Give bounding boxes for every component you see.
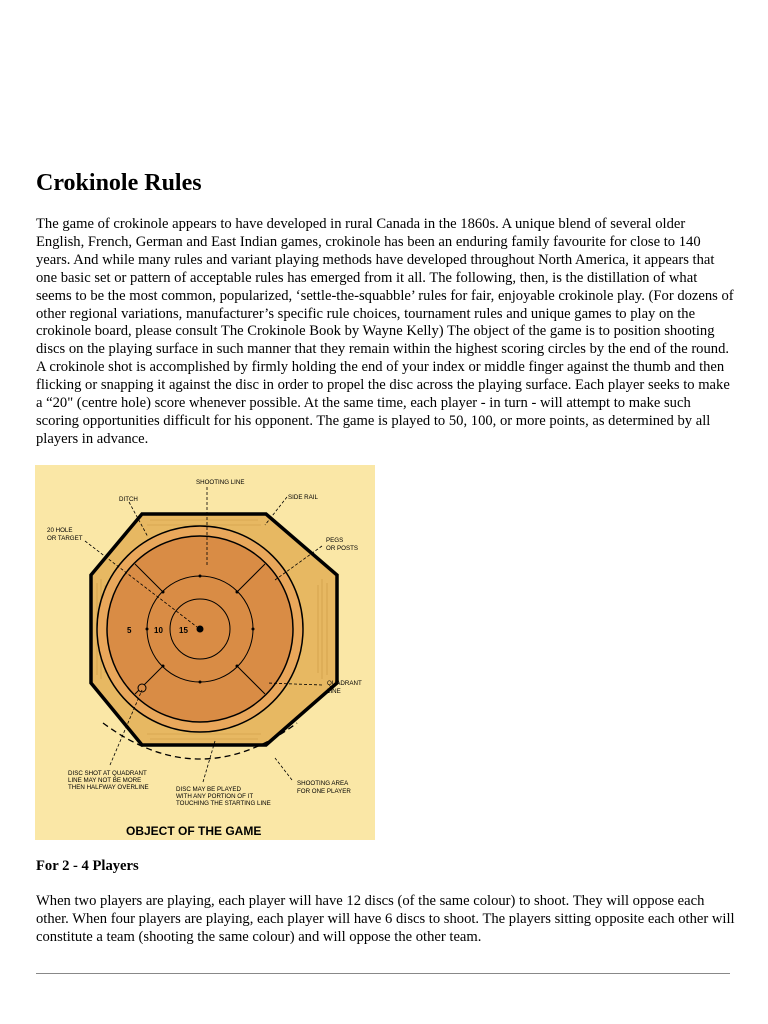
label-hole-2: OR TARGET — [47, 535, 83, 542]
score-10: 10 — [154, 626, 163, 635]
label-disc-quad-1: DISC SHOT AT QUADRANT — [68, 770, 147, 777]
label-pegs-2: OR POSTS — [326, 545, 358, 552]
label-ditch: DITCH — [119, 496, 138, 503]
crokinole-board-diagram — [35, 465, 375, 840]
label-disc-quad-2: LINE MAY NOT BE MORE — [68, 777, 142, 784]
label-pegs-1: PEGS — [326, 537, 344, 544]
intro-paragraph: The game of crokinole appears to have developed in rural Canada in the 1860s. A unique blend of several older English, French, German and East Indian games, crokinole has been an enduring family favourite for close to 140 years. And while many rules and variant playing methods have developed throughout North America, it appears that one basic set or pattern of acceptable rules has emerged from it all. The following, then, is the distillation of what seems to be the most common, popularized, ‘settle-the-squabble’ rules for fair, enjoyable crokinole play. (For dozens of other regional variations, manufacturer’s specific rule choices, tournament rules and unique games to play on the crokinole board, please consult The Crokinole Book by Wayne Kelly) The object of the game is to position shooting discs on the playing surface in such manner that they remain within the highest scoring circles by the end of the round. A crokinole shot is accomplished by firmly holding the end of your index or middle finger against the thumb and then flicking or snapping it against the disc in order to propel the disc across the playing surface. Each player seeks to make a “20" (centre hole) score whenever possible. At the same time, each player - in turn - will attempt to make such scoring opportunities difficult for his opponent. The game is played to 50, 100, or more points, as determined by all players in advance. — [36, 216, 734, 447]
score-15: 15 — [179, 626, 188, 635]
label-disc-played-1: DISC MAY BE PLAYED — [176, 786, 241, 793]
label-disc-played-2: WITH ANY PORTION OF IT — [176, 793, 254, 800]
score-5: 5 — [127, 626, 132, 635]
label-quadrant-1: QUADRANT — [327, 680, 362, 687]
label-hole-1: 20 HOLE — [47, 527, 73, 534]
label-shooting-line: SHOOTING LINE — [196, 479, 245, 486]
divider — [36, 973, 730, 974]
label-quadrant-2: LINE — [327, 688, 341, 695]
center-hole — [197, 626, 204, 633]
players-paragraph: When two players are playing, each player will have 12 discs (of the same colour) to shoot. They will oppose each other. When four players are playing, each player will have 6 discs to shoot. The players sitting opposite each other will constitute a team (shooting the same colour) and will oppose the other team. — [36, 893, 735, 945]
label-side-rail: SIDE RAIL — [288, 494, 318, 501]
label-shooting-area-2: FOR ONE PLAYER — [297, 788, 351, 795]
label-disc-played-3: TOUCHING THE STARTING LINE — [176, 800, 271, 807]
diagram-title: OBJECT OF THE GAME — [126, 824, 262, 838]
label-disc-quad-3: THEN HALFWAY OVERLINE — [68, 784, 149, 791]
page-title: Crokinole Rules — [36, 170, 202, 196]
section-heading-players: For 2 - 4 Players — [36, 858, 139, 874]
label-shooting-area-1: SHOOTING AREA — [297, 780, 349, 787]
